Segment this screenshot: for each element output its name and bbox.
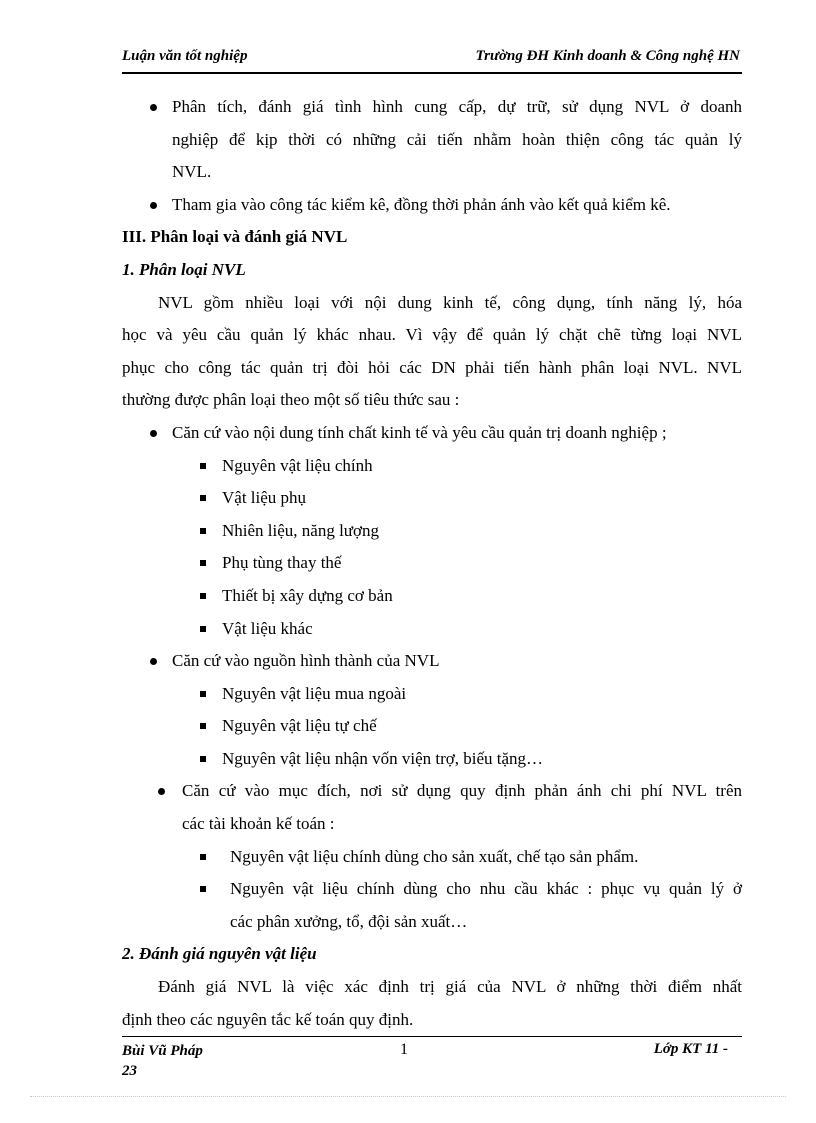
crit3-item2-line1: [122, 873, 742, 906]
crit3-item2-text1: Nguyên vật liệu chính dùng cho nhu cầu khác : phục vụ quản lý ở: [230, 879, 742, 899]
crit2-item-text: Nguyên vật liệu nhận vốn viện trợ, biếu tặng…: [222, 748, 544, 768]
bullet2-line: [122, 189, 742, 222]
crit1-item: [122, 515, 742, 548]
crit1-line: [122, 417, 742, 450]
sub2-title: 2. Đánh giá nguyên vật liệu: [122, 944, 317, 964]
bullet-dot-icon: [150, 658, 157, 665]
crit3-text1: Căn cứ vào mục đích, nơi sử dụng quy định phản ánh chi phí NVL trên: [182, 781, 742, 801]
bullet1-line3: [122, 156, 742, 189]
bullet1-line1: [122, 91, 742, 124]
crit2-item-text: Nguyên vật liệu mua ngoài: [222, 683, 407, 703]
footer-author-suffix: 23: [122, 1063, 137, 1079]
square-bullet-icon: [200, 463, 206, 469]
crit1-item-text: Nguyên vật liệu chính: [222, 455, 373, 475]
crit1-item-text: Phụ tùng thay thế: [222, 553, 342, 573]
section3-title: III. Phân loại và đánh giá NVL: [122, 227, 348, 247]
crit2-item-text: Nguyên vật liệu tự chế: [222, 716, 377, 736]
square-bullet-icon: [200, 854, 206, 860]
header-thesis-label: Luận văn tốt nghiệp: [122, 48, 248, 64]
page-footer: [122, 1036, 742, 1079]
footer-class: Lớp KT 11 -: [653, 1041, 728, 1057]
square-bullet-icon: [200, 495, 206, 501]
crit2-item: [122, 678, 742, 711]
para1-line2: [122, 319, 742, 352]
header-university: Trường ĐH Kinh doanh & Công nghệ HN: [475, 48, 740, 64]
para1-text2: học và yêu cầu quản lý khác nhau. Vì vậy để quản lý chặt chẽ từng loại NVL: [122, 325, 742, 345]
para2-line1: [122, 971, 742, 1004]
bullet-dot-icon: [150, 430, 157, 437]
square-bullet-icon: [200, 723, 206, 729]
para2-text1: Đánh giá NVL là việc xác định trị giá của NVL ở những thời điểm nhất: [158, 977, 742, 997]
crit2-text: Căn cứ vào nguồn hình thành của NVL: [172, 651, 440, 671]
bullet1-text2: nghiệp để kịp thời có những cải tiến nhằm hoàn thiện công tác quản lý: [172, 129, 742, 149]
bullet1-text1: Phân tích, đánh giá tình hình cung cấp, dự trữ, sử dụng NVL ở doanh: [172, 97, 742, 116]
crit1-item: [122, 482, 742, 515]
para1-line1: [122, 287, 742, 320]
crit1-text: Căn cứ vào nội dung tính chất kinh tế và yêu cầu quản trị doanh nghiệp ;: [172, 422, 667, 442]
page-number: 1: [400, 1041, 408, 1058]
crit1-item-text: Vật liệu phụ: [222, 488, 307, 508]
crit3-item2-text2: các phân xưởng, tổ, đội sản xuất…: [230, 911, 468, 931]
square-bullet-icon: [200, 560, 206, 566]
crit1-item: [122, 580, 742, 613]
crit1-item: [122, 613, 742, 646]
crit2-item: [122, 710, 742, 743]
crit1-item: [122, 450, 742, 483]
para1-line3: [122, 352, 742, 385]
footer-author: [122, 1041, 203, 1081]
square-bullet-icon: [200, 593, 206, 599]
crit1-item-text: Thiết bị xây dựng cơ bản: [222, 585, 393, 605]
square-bullet-icon: [200, 528, 206, 534]
bullet2-text: Tham gia vào công tác kiểm kê, đồng thời phản ánh vào kết quả kiểm kê.: [172, 194, 671, 214]
para1-text4: thường được phân loại theo một số tiêu thức sau :: [122, 390, 460, 410]
page-header: [122, 46, 742, 74]
bullet-dot-icon: [158, 788, 165, 795]
footer-author-name: Bùi Vũ Pháp: [122, 1043, 203, 1059]
square-bullet-icon: [200, 886, 206, 892]
para2-line2: [122, 1004, 742, 1037]
square-bullet-icon: [200, 626, 206, 632]
crit3-line2: [122, 808, 742, 841]
para2-text2: định theo các nguyên tắc kế toán quy định.: [122, 1009, 414, 1029]
bullet1-text3: NVL.: [172, 162, 212, 182]
square-bullet-icon: [200, 756, 206, 762]
document-body: [122, 91, 742, 1036]
crit2-item: [122, 743, 742, 776]
crit3-item1-text: Nguyên vật liệu chính dùng cho sản xuất, chế tạo sản phẩm.: [230, 846, 639, 866]
sub1-title: 1. Phân loại NVL: [122, 259, 246, 279]
crit2-line: [122, 645, 742, 678]
bullet-dot-icon: [150, 202, 157, 209]
para1-text3: phục cho công tác quản trị đòi hỏi các DN phải tiến hành phân loại NVL. NVL: [122, 357, 742, 377]
crit3-item1: [122, 841, 742, 874]
para1-text1: NVL gồm nhiều loại với nội dung kinh tế, công dụng, tính năng lý, hóa: [158, 292, 742, 312]
crit1-item-text: Vật liệu khác: [222, 618, 313, 638]
crit1-item-text: Nhiên liệu, năng lượng: [222, 520, 380, 540]
crit3-item2-line2: [122, 906, 742, 939]
para1-line4: [122, 384, 742, 417]
crit1-item: [122, 547, 742, 580]
bullet-dot-icon: [150, 104, 157, 111]
square-bullet-icon: [200, 691, 206, 697]
bottom-divider: [30, 1096, 786, 1097]
bullet1-line2: [122, 124, 742, 157]
crit3-text2: các tài khoản kế toán :: [182, 814, 335, 834]
crit3-line1: [122, 775, 742, 808]
